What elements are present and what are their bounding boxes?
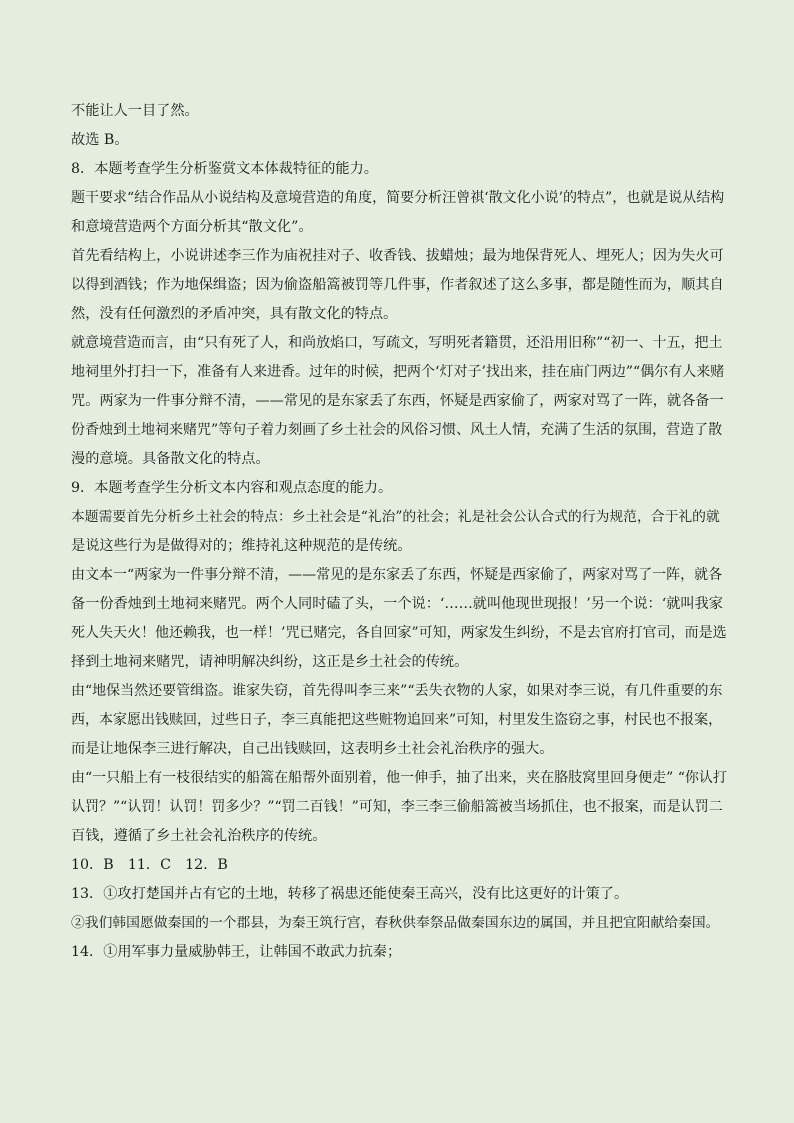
text-line: 份香烛到土地祠来赌咒”等句子着力刻画了乡土社会的风俗习惯、风土人情，充满了生活的氛围，营造了散 — [71, 422, 723, 438]
text-line: 漫的意境。具备散文化的特点。 — [71, 451, 270, 467]
text-line: 然，没有任何激烈的矛盾冲突，具有散文化的特点。 — [71, 306, 398, 322]
question-13-answer-2: ②我们韩国愿做秦国的一个郡县，为秦王筑行宫，春秋供奉祭品做秦国东边的属国，并且把宜阳献给秦国。 — [71, 915, 720, 931]
document-body — [71, 97, 727, 967]
text-line: 而是让地保李三进行解决，自己出钱赎回，这表明乡土社会礼治秩序的强大。 — [71, 741, 554, 757]
text-line: 百钱，遵循了乡土社会礼治秩序的传统。 — [71, 828, 327, 844]
text-line: 以得到酒钱；作为地保缉盗；因为偷盗船篙被罚等几件事，作者叙述了这么多事，都是随性而为，顺其自 — [71, 277, 724, 293]
question-14-answer-1: 14．①用军事力量威胁韩王，让韩国不敢武力抗秦； — [71, 944, 402, 960]
text-line: 择到土地祠来赌咒，请神明解决纠纷，这正是乡土社会的传统。 — [71, 654, 469, 670]
text-line: 是说这些行为是做得对的；维持礼这种规范的是传统。 — [71, 538, 412, 554]
text-line: 咒。两家为一件事分辩不清，——常见的是东家丢了东西，怀疑是西家偷了，两家对骂了一阵，就各备一 — [71, 393, 724, 409]
text-line: 题干要求“结合作品从小说结构及意境营造的角度，简要分析汪曾祺‘散文化小说’的特点”，也就是说从结构 — [71, 190, 725, 206]
answers-10-12: 10．B 11．C 12．B — [71, 857, 228, 873]
text-line: 西，本家愿出钱赎回，过些日子，李三真能把这些赃物追回来”可知，村里发生盗窃之事，村民也不报案， — [71, 712, 723, 728]
text-line: 认罚？”“认罚！认罚！罚多少？”“罚二百钱！”可知，李三李三偷船篙被当场抓住，也不报案，而是认罚二 — [71, 799, 723, 815]
question-13-answer-1: 13．①攻打楚国并占有它的土地，转移了祸患还能使秦王高兴，没有比这更好的计策了。 — [71, 886, 629, 902]
question-8-heading: 8．本题考查学生分析鉴赏文本体裁特征的能力。 — [71, 161, 378, 177]
text-line: 由“一只船上有一枝很结实的船篙在船帮外面别着，他一伸手，抽了出来，夹在胳肢窝里回身便走” “你认打 — [71, 770, 727, 786]
text-line: 和意境营造两个方面分析其“散文化”。 — [71, 219, 313, 235]
text-line: 不能让人一目了然。 — [71, 103, 199, 119]
text-line: 故选 B。 — [71, 132, 129, 148]
question-9-heading: 9．本题考查学生分析文本内容和观点态度的能力。 — [71, 480, 393, 496]
text-line: 首先看结构上，小说讲述李三作为庙祝挂对子、收香钱、拔蜡烛；最为地保背死人、埋死人；因为失火可 — [71, 248, 724, 264]
text-line: 地祠里外打扫一下，准备有人来进香。过年的时候，把两个‘灯对子’找出来，挂在庙门两边”“偶尔有人来赌 — [71, 364, 725, 380]
text-line: 就意境营造而言，由“只有死了人，和尚放焰口，写疏文，写明死者籍贯，还沿用旧称”“初一、十五，把土 — [71, 335, 723, 351]
text-line: 由“地保当然还要管缉盗。谁家失窃，首先得叫李三来”“丢失衣物的人家，如果对李三说，有几件重要的东 — [71, 683, 723, 699]
text-line: 死人失天火！他还赖我，也一样！’咒已赌完，各自回家”可知，两家发生纠纷，不是去官府打官司，而是选 — [71, 625, 727, 641]
text-line: 备一份香烛到土地祠来赌咒。两个人同时磕了头，一个说：‘……就叫他现世现报！’另一个说：‘就叫我家 — [71, 596, 723, 612]
text-line: 由文本一“两家为一件事分辩不清，——常见的是东家丢了东西，怀疑是西家偷了，两家对骂了一阵，就各 — [71, 567, 723, 583]
text-line: 本题需要首先分析乡土社会的特点：乡土社会是“礼治”的社会；礼是社会公认合式的行为规范，合于礼的就 — [71, 509, 720, 525]
